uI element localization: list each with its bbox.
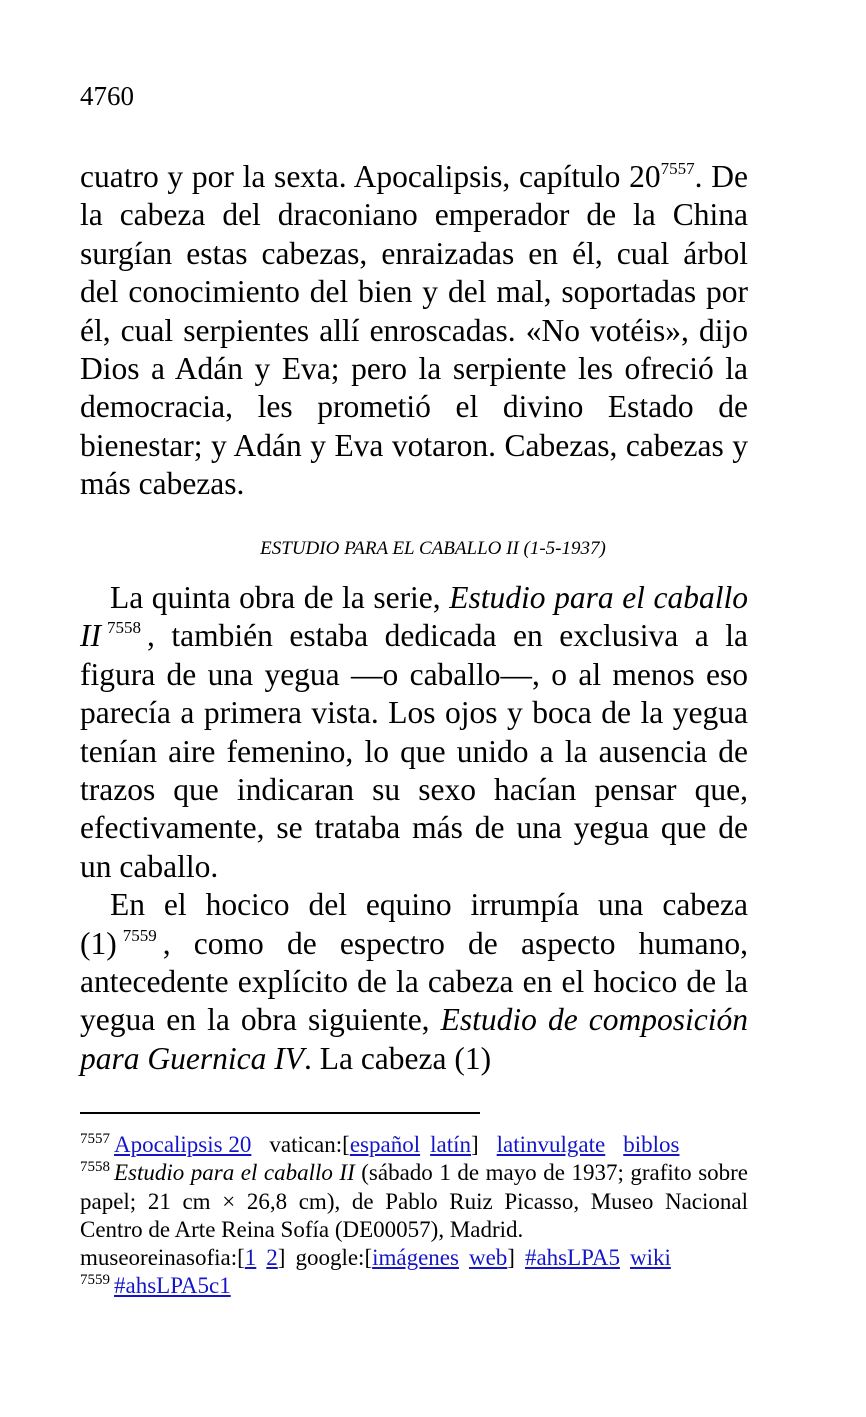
vatican-label: vatican:[ xyxy=(269,1132,350,1157)
footnote-artwork-title: Estudio para el caballo II xyxy=(114,1160,355,1186)
para3-text-middle: , como de espectro de aspecto humano, antecedente explícito de la cabeza en el hocico de la yegua en la obra siguiente, xyxy=(80,925,748,1038)
bracket-close: ] xyxy=(470,1132,479,1157)
footnote-number: 7557 xyxy=(80,1131,110,1147)
bracket-close: ] xyxy=(277,1245,286,1271)
link-imagenes[interactable]: imágenes xyxy=(372,1245,459,1271)
artwork-title: Estudio para el caballo II xyxy=(80,580,749,654)
artwork-title-guernica: Estudio de composición para Guernica IV xyxy=(80,1002,748,1076)
section-heading: ESTUDIO PARA EL CABALLO II (1-5-1937) xyxy=(260,538,606,559)
footnote-number: 7559 xyxy=(80,1272,110,1289)
link-latin[interactable]: latín xyxy=(430,1132,471,1157)
footnote-number: 7558 xyxy=(80,1159,110,1176)
page-number: 4760 xyxy=(80,81,134,111)
footnote-artwork-details: (sábado 1 de mayo de 1937; grafito sobre papel; 21 cm × 26,8 cm), de Pablo Ruiz Picasso, Museo Nacional Centro de Arte Reina Sofía (DE00057), Madrid. xyxy=(80,1160,749,1242)
paragraph-apocalipsis xyxy=(80,158,748,504)
para2-text-rest: , también estaba dedicada en exclusiva a la figura de una yegua —o caballo—, o al menos eso parecía a primera vista. Los ojos y boca de la yegua tenían aire femenino, lo que unido a la ausencia de trazos que indicaran su sexo hacían pensar que, efectivamente, se trataba más de una yegua que de un caballo. xyxy=(80,618,748,884)
paragraph-hocico xyxy=(80,886,748,1078)
link-museo-1[interactable]: 1 xyxy=(244,1245,257,1271)
link-apocalipsis-20[interactable]: Apocalipsis 20 xyxy=(114,1132,252,1157)
footnote-7559 xyxy=(80,1272,748,1300)
link-latinvulgate[interactable]: latinvulgate xyxy=(496,1132,606,1157)
footnote-7557 xyxy=(80,1131,748,1159)
link-ahslpa5[interactable]: #ahsLPA5 xyxy=(524,1245,620,1271)
footnote-divider xyxy=(80,1112,480,1114)
link-web[interactable]: web xyxy=(468,1245,508,1271)
link-wiki[interactable]: wiki xyxy=(629,1245,671,1271)
link-ahslpa5c1[interactable]: #ahsLPA5c1 xyxy=(114,1273,231,1299)
link-espanol[interactable]: español xyxy=(349,1132,421,1157)
link-museo-2[interactable]: 2 xyxy=(266,1245,278,1271)
footnote-7558-links xyxy=(80,1244,748,1272)
footnotes xyxy=(80,1131,748,1301)
footnote-ref-7558[interactable]: 7558 xyxy=(106,618,141,638)
para3-text-start: En el hocico del equino irrumpía una cabeza (1) xyxy=(80,887,748,961)
museo-label: museoreinasofia:[ xyxy=(80,1245,245,1271)
para2-text-start: La quinta obra de la serie, xyxy=(110,580,450,615)
para1-text-rest: . De la cabeza del draconiano emperador de la China surgían estas cabezas, enraizadas en él, cual árbol del conocimiento del bien y del mal, soportadas por él, cual serpientes allí enroscadas. «No votéis», dijo Dios a Adán y Eva; pero la serpiente les ofreció la democracia, les prometió el divino Estado de bienestar; y Adán y Eva votaron. Cabezas, cabezas y más cabezas. xyxy=(80,159,748,502)
footnote-7558 xyxy=(80,1159,748,1244)
para1-text-start: cuatro y por la sexta. Apocalipsis, capítulo 20 xyxy=(80,159,661,194)
paragraph-quinta-obra xyxy=(80,579,748,886)
bracket-close: ] xyxy=(507,1245,515,1271)
para3-text-end: . La cabeza (1) xyxy=(303,1040,492,1076)
section-body xyxy=(80,579,748,1078)
footnote-ref-7559[interactable]: 7559 xyxy=(122,925,157,945)
footnote-ref-7557[interactable]: 7557 xyxy=(660,159,695,178)
link-biblos[interactable]: biblos xyxy=(623,1132,680,1157)
google-label: google:[ xyxy=(295,1245,373,1271)
